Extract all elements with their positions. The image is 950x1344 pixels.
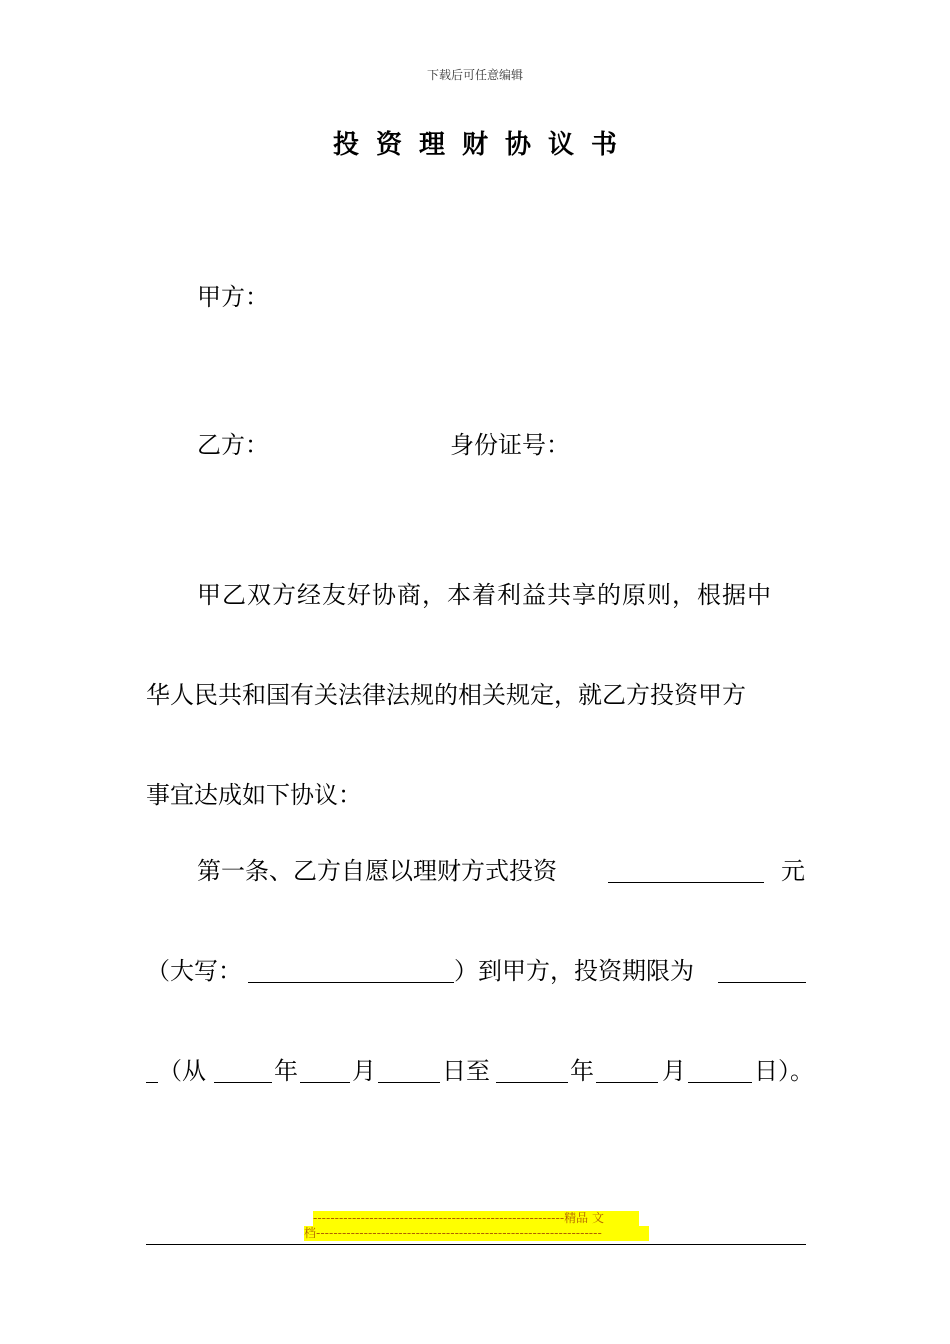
footer-watermark-line-2: 档------------------------------------------------------------------ xyxy=(304,1226,649,1241)
intro-line-2: 华人民共和国有关法律法规的相关规定，就乙方投资甲方 xyxy=(146,681,746,709)
from-text: （从 xyxy=(158,1057,206,1085)
term-blank-part-1 xyxy=(718,958,806,983)
id-number-label: 身份证号： xyxy=(450,431,570,459)
start-day-blank xyxy=(378,1058,440,1083)
unit-yuan: 元 xyxy=(781,857,805,885)
start-day-to-label: 日至 xyxy=(442,1057,490,1085)
start-year-label: 年 xyxy=(274,1057,298,1085)
intro-line-3: 事宜达成如下协议： xyxy=(146,781,362,809)
party-b-label: 乙方： xyxy=(197,431,269,459)
end-year-blank xyxy=(496,1058,568,1083)
end-year-label: 年 xyxy=(570,1057,594,1085)
start-month-blank xyxy=(300,1058,350,1083)
end-day-label: 日）。 xyxy=(754,1057,814,1085)
amount-blank xyxy=(608,858,764,883)
end-month-label: 月 xyxy=(662,1057,686,1085)
start-month-label: 月 xyxy=(352,1057,376,1085)
amount-daxie-blank xyxy=(248,958,454,983)
article-1-line-1 xyxy=(197,854,557,888)
footer-watermark-line-1: ----------------------------------------------------------精品 文 xyxy=(313,1211,639,1226)
term-blank-part-2 xyxy=(146,1058,158,1083)
header-note: 下载后可任意编辑 xyxy=(426,68,523,82)
party-a-label: 甲方： xyxy=(197,283,269,311)
article-1-prefix: 第一条、乙方自愿以理财方式投资 xyxy=(197,857,557,885)
intro-line-1: 甲乙双方经友好协商，本着利益共享的原则，根据中 xyxy=(197,581,772,609)
end-month-blank xyxy=(596,1058,658,1083)
footer-rule xyxy=(146,1244,806,1245)
end-day-blank xyxy=(688,1058,752,1083)
to-party-a-text: ）到甲方，投资期限为 xyxy=(454,957,694,985)
daxie-open: （大写： xyxy=(146,957,242,985)
document-title: 投资理财协议书 xyxy=(332,130,634,160)
start-year-blank xyxy=(214,1058,272,1083)
